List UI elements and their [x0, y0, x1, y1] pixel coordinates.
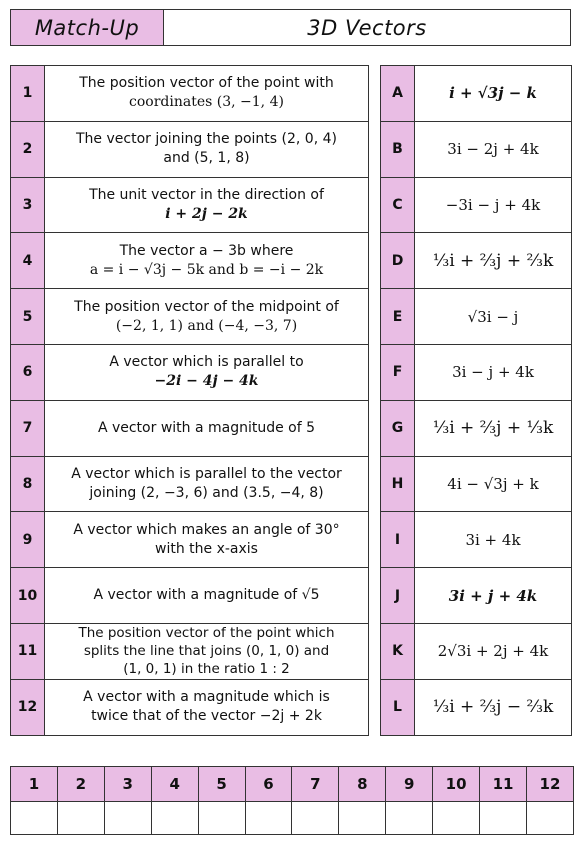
answer-expression: 2√3i + 2j + 4k: [415, 623, 572, 679]
answer-letter: H: [381, 456, 415, 512]
answer-expression: 3i + j + 4k: [415, 568, 572, 624]
question-row: [11, 177, 369, 233]
answer-row: [381, 233, 572, 289]
answer-cell[interactable]: [245, 802, 292, 835]
question-number: 8: [11, 456, 45, 512]
answer-row: [381, 177, 572, 233]
question-row: [11, 233, 369, 289]
answer-grid-header-row: [11, 767, 574, 802]
answer-row: [381, 289, 572, 345]
answer-row: [381, 400, 572, 456]
answer-row: [381, 344, 572, 400]
answer-cell[interactable]: [104, 802, 151, 835]
question-text: A vector with a magnitude which is twice that of the vector −2j + 2k: [45, 679, 369, 735]
question-text: The position vector of the point with coordinates (3, −1, 4): [45, 66, 369, 122]
answer-cell[interactable]: [151, 802, 198, 835]
answer-letter: G: [381, 400, 415, 456]
answer-row: [381, 456, 572, 512]
grid-number: 6: [245, 767, 292, 802]
question-row: [11, 289, 369, 345]
answer-expression: i + √3j − k: [415, 66, 572, 122]
answer-cell[interactable]: [433, 802, 480, 835]
answer-row: [381, 623, 572, 679]
answer-letter: L: [381, 679, 415, 735]
answer-grid: [10, 766, 574, 835]
question-text: A vector with a magnitude of √5: [45, 568, 369, 624]
answer-letter: J: [381, 568, 415, 624]
answer-expression: ⅓i + ⅔j + ⅔k: [415, 233, 572, 289]
answer-expression: ⅓i + ⅔j + ⅓k: [415, 400, 572, 456]
grid-number: 9: [386, 767, 433, 802]
answer-row: [381, 66, 572, 122]
question-row: [11, 623, 369, 679]
question-number: 4: [11, 233, 45, 289]
grid-number: 8: [339, 767, 386, 802]
question-number: 5: [11, 289, 45, 345]
grid-number: 11: [480, 767, 527, 802]
topic-title-box: [164, 9, 571, 46]
question-number: 3: [11, 177, 45, 233]
question-row: [11, 121, 369, 177]
answer-expression: 4i − √3j + k: [415, 456, 572, 512]
answer-expression: 3i − j + 4k: [415, 344, 572, 400]
grid-number: 3: [104, 767, 151, 802]
answer-cell[interactable]: [198, 802, 245, 835]
match-up-title: Match-Up: [34, 15, 140, 40]
answer-letter: K: [381, 623, 415, 679]
match-up-title-box: [10, 9, 164, 46]
answer-letter: D: [381, 233, 415, 289]
question-text: The vector joining the points (2, 0, 4) and (5, 1, 8): [45, 121, 369, 177]
question-number: 11: [11, 623, 45, 679]
question-row: [11, 679, 369, 735]
question-number: 6: [11, 344, 45, 400]
question-text: A vector which is parallel to the vector joining (2, −3, 6) and (3.5, −4, 8): [45, 456, 369, 512]
grid-number: 7: [292, 767, 339, 802]
question-number: 12: [11, 679, 45, 735]
grid-number: 10: [433, 767, 480, 802]
question-text: The position vector of the point which splits the line that joins (0, 1, 0) and (1, 0, 1) in the ratio 1 : 2: [45, 623, 369, 679]
question-row: [11, 568, 369, 624]
question-text: The unit vector in the direction of i + 2j − 2k: [45, 177, 369, 233]
question-number: 7: [11, 400, 45, 456]
answer-letter: A: [381, 66, 415, 122]
grid-number: 12: [526, 767, 573, 802]
answer-expression: −3i − j + 4k: [415, 177, 572, 233]
question-text: A vector which is parallel to −2i − 4j − 4k: [45, 344, 369, 400]
questions-table: [10, 65, 369, 736]
question-row: [11, 344, 369, 400]
answer-cell[interactable]: [57, 802, 104, 835]
answer-expression: 3i + 4k: [415, 512, 572, 568]
topic-title: 3D Vectors: [307, 15, 427, 40]
question-text: The vector a − 3b where a = i − √3j − 5k and b = −i − 2k: [45, 233, 369, 289]
answer-grid-input-row: [11, 802, 574, 835]
question-row: [11, 456, 369, 512]
answer-letter: I: [381, 512, 415, 568]
grid-number: 5: [198, 767, 245, 802]
question-number: 9: [11, 512, 45, 568]
question-text: A vector which makes an angle of 30° with the x-axis: [45, 512, 369, 568]
grid-number: 2: [57, 767, 104, 802]
answer-expression: 3i − 2j + 4k: [415, 121, 572, 177]
question-row: [11, 512, 369, 568]
answer-row: [381, 512, 572, 568]
grid-number: 1: [11, 767, 58, 802]
answer-cell[interactable]: [11, 802, 58, 835]
answer-letter: B: [381, 121, 415, 177]
answer-row: [381, 121, 572, 177]
question-number: 1: [11, 66, 45, 122]
answer-cell[interactable]: [339, 802, 386, 835]
answer-cell[interactable]: [386, 802, 433, 835]
answer-row: [381, 568, 572, 624]
answers-table: [380, 65, 572, 736]
grid-number: 4: [151, 767, 198, 802]
answer-letter: E: [381, 289, 415, 345]
question-number: 10: [11, 568, 45, 624]
answer-letter: F: [381, 344, 415, 400]
answer-cell[interactable]: [480, 802, 527, 835]
question-row: [11, 400, 369, 456]
question-row: [11, 66, 369, 122]
answer-letter: C: [381, 177, 415, 233]
question-text: A vector with a magnitude of 5: [45, 400, 369, 456]
answer-expression: ⅓i + ⅔j − ⅔k: [415, 679, 572, 735]
answer-expression: √3i − j: [415, 289, 572, 345]
question-number: 2: [11, 121, 45, 177]
answer-cell[interactable]: [292, 802, 339, 835]
answer-row: [381, 679, 572, 735]
question-text: The position vector of the midpoint of (−2, 1, 1) and (−4, −3, 7): [45, 289, 369, 345]
answer-cell[interactable]: [526, 802, 573, 835]
